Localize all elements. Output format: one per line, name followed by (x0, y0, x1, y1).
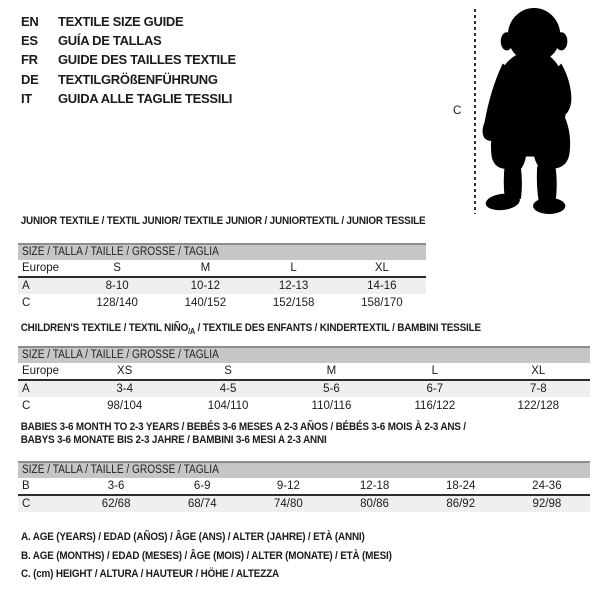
table-row-height (18, 495, 590, 512)
height-measure-line (474, 9, 476, 214)
babies-size-table (18, 461, 590, 512)
size-cell: 7-8 (487, 380, 590, 397)
section-babies (18, 421, 590, 512)
language-row-en (21, 12, 236, 31)
size-cell: S (73, 260, 161, 277)
size-cell: 6-7 (383, 380, 486, 397)
footnote-c: C. (cm) HEIGHT / ALTURA / HAUTEUR / HÖHE / ALTEZZA (21, 568, 279, 580)
footnote-legend (21, 528, 433, 584)
baby-silhouette-icon (478, 6, 580, 215)
size-cell: 128/140 (96, 296, 138, 309)
size-cell: 104/110 (207, 399, 249, 412)
language-code: ES (21, 33, 38, 49)
section-junior (18, 215, 426, 311)
size-cell: 3-6 (73, 478, 159, 495)
language-code: FR (21, 52, 38, 68)
language-row-fr (21, 50, 236, 69)
section-title-line1: BABIES 3-6 MONTH TO 2-3 YEARS / BEBÉS 3-6 MESES A 2-3 AÑOS / BÉBÉS 3-6 MOIS À 2-3 ANS / (20, 421, 466, 433)
size-cell: XL (338, 260, 426, 277)
size-cell: 92/98 (504, 495, 590, 512)
size-cell: 152/158 (272, 296, 315, 309)
table-row-age (18, 277, 426, 294)
language-row-de (21, 70, 236, 89)
size-cell: 158/170 (361, 296, 403, 309)
language-title: TEXTILE SIZE GUIDE (58, 14, 184, 29)
size-cell: 4-5 (176, 380, 279, 397)
size-cell: 80/86 (331, 495, 417, 512)
language-title: GUÍA DE TALLAS (58, 33, 162, 49)
size-cell: S (176, 363, 279, 380)
footnote-b: B. AGE (MONTHS) / EDAD (MESES) / ÂGE (MOIS) / ALTER (MONATE) / ETÀ (MESI) (21, 549, 392, 562)
section-children (18, 322, 590, 414)
size-cell: 116/122 (414, 399, 456, 412)
size-cell: M (280, 363, 383, 380)
height-measure-label: C (453, 105, 462, 117)
language-code: EN (21, 14, 39, 29)
size-cell: 24-36 (504, 478, 590, 495)
size-cell: 8-10 (73, 277, 161, 294)
section-title-line2: BABYS 3-6 MONATE BIS 2-3 JAHRE / BAMBINI 3-6 MESI A 2-3 ANNI (20, 434, 327, 446)
size-cell: 74/80 (245, 495, 331, 512)
size-cell: 14-16 (338, 277, 426, 294)
size-cell: 140/152 (184, 296, 227, 309)
size-cell: 9-12 (245, 478, 331, 495)
size-cell: L (250, 260, 338, 277)
junior-size-table (18, 243, 426, 311)
size-cell: 62/68 (73, 495, 159, 512)
language-title: TEXTILGRÖßENFÜHRUNG (58, 71, 218, 87)
size-cell: 12-18 (331, 478, 417, 495)
size-cell: 98/104 (107, 399, 143, 412)
row-label: Europe (18, 363, 73, 380)
size-cell: 18-24 (418, 478, 504, 495)
size-cell: 86/92 (418, 495, 504, 512)
size-cell: XL (487, 363, 590, 380)
height-figure (450, 5, 592, 217)
table-row-months (18, 478, 590, 495)
size-cell: 10-12 (161, 277, 249, 294)
section-title: CHILDREN'S TEXTILE / TEXTIL $NIÑO_{/A}$ / TEXTILE DES ENFANTS / KINDERTEXTIL / BAMBINI TESSILE (20, 322, 481, 337)
size-cell: XS (73, 363, 176, 380)
language-title: GUIDA ALLE TAGLIE TESSILI (58, 90, 233, 106)
language-row-it (21, 89, 236, 108)
table-row-europe (18, 260, 426, 277)
row-label: C (22, 399, 31, 412)
row-label: B (18, 478, 73, 495)
language-code: DE (21, 71, 39, 87)
subscript: /A (188, 327, 196, 337)
table-row-height (18, 294, 426, 311)
size-cell: L (383, 363, 486, 380)
size-cell: M (161, 260, 249, 277)
size-cell: 122/128 (517, 399, 560, 412)
size-cell: 5-6 (280, 380, 383, 397)
size-cell: 12-13 (250, 277, 338, 294)
size-table-header: SIZE / TALLA / TAILLE / GRÖSSE / TAGLIA (18, 244, 426, 260)
footnote-a: A. AGE (YEARS) / EDAD (AÑOS) / ÂGE (ANS) / ALTER (JAHRE) / ETÀ (ANNI) (21, 531, 365, 543)
table-row-height (18, 397, 590, 414)
size-table-header: SIZE / TALLA / TAILLE / GRÖSSE / TAGLIA (18, 462, 590, 478)
size-cell: 3-4 (73, 380, 176, 397)
children-size-table (18, 346, 590, 414)
language-title: GUIDE DES TAILLES TEXTILE (58, 52, 236, 68)
row-label: A (18, 277, 73, 294)
row-label: C (22, 296, 31, 309)
size-cell: 6-9 (159, 478, 245, 495)
language-title-list (21, 12, 236, 108)
table-row-europe (18, 363, 590, 380)
size-cell: 68/74 (159, 495, 245, 512)
table-row-age (18, 380, 590, 397)
language-row-es (21, 31, 236, 50)
size-cell: 110/116 (311, 399, 352, 412)
row-label: Europe (18, 260, 73, 277)
language-code: IT (21, 90, 32, 106)
row-label: A (18, 380, 73, 397)
section-title: JUNIOR TEXTILE / TEXTIL JUNIOR/ TEXTILE JUNIOR / JUNIORTEXTIL / JUNIOR TESSILE (20, 215, 426, 227)
row-label: C (18, 495, 73, 512)
size-table-header: SIZE / TALLA / TAILLE / GRÖSSE / TAGLIA (18, 347, 590, 363)
